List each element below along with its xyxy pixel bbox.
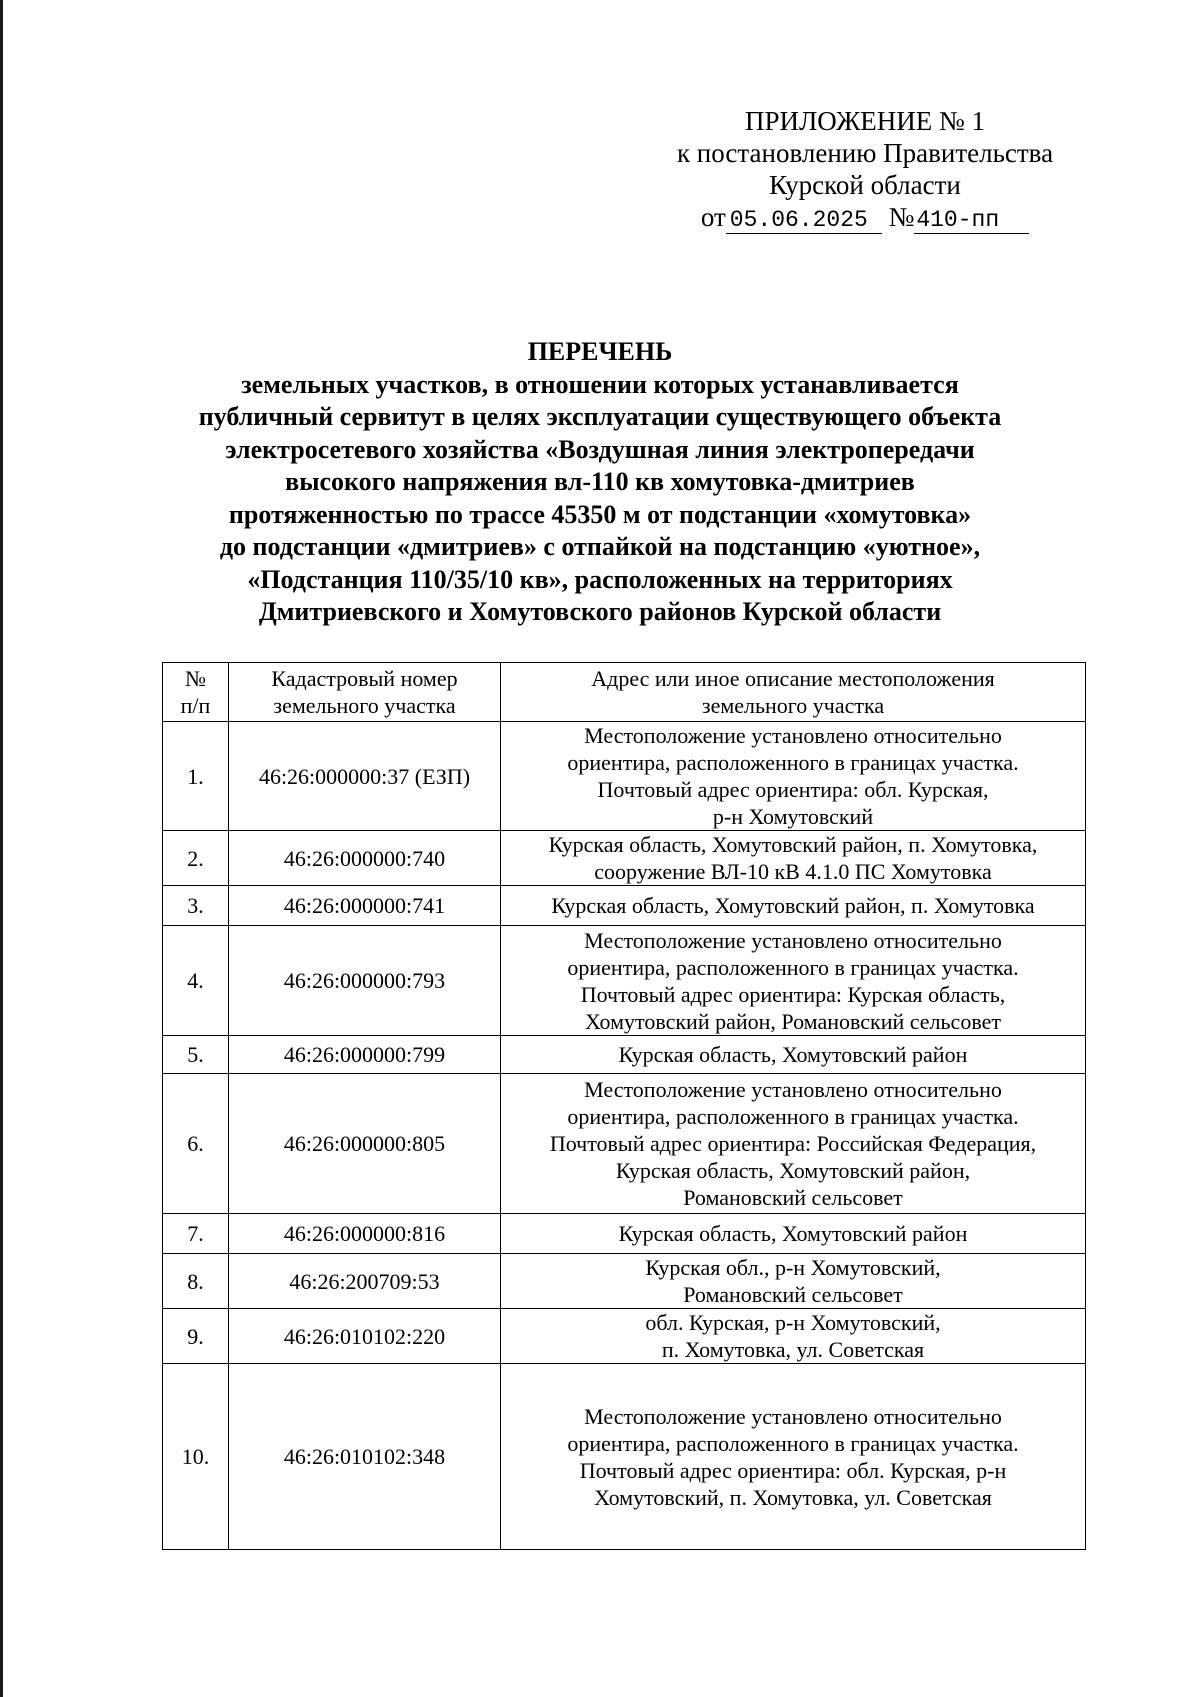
plot-address xyxy=(501,1036,1086,1074)
address-line: ориентира, расположенного в границах участка. xyxy=(567,1104,1019,1129)
address-line: Почтовый адрес ориентира: обл. Курская, р-н xyxy=(579,1457,1007,1483)
address-line: п. Хомутовка, ул. Советская xyxy=(661,1337,925,1362)
address-line: Курская область, Хомутовский район xyxy=(618,1042,968,1067)
appendix-region-line: Курской области xyxy=(769,170,961,200)
appendix-resolution-line: к постановлению Правительства xyxy=(676,138,1054,168)
plot-address xyxy=(501,1214,1086,1254)
plot-address xyxy=(501,1309,1086,1364)
row-number: 1. xyxy=(163,722,229,831)
number-label: № xyxy=(888,202,915,232)
header-line: № xyxy=(185,666,206,691)
address-line: Почтовый адрес ориентира: Курская область, xyxy=(580,981,1006,1007)
cadastral-number: 46:26:000000:793 xyxy=(229,926,501,1036)
address-line: Местоположение установлено относительно xyxy=(584,723,1002,748)
address-line: Романовский сельсовет xyxy=(683,1185,903,1210)
subtitle-line: земельных участков, в отношении которых устанавливается xyxy=(241,369,959,399)
cadastral-number: 46:26:000000:816 xyxy=(229,1214,501,1254)
address-line: сооружение ВЛ-10 кВ 4.1.0 ПС Хомутовка xyxy=(594,859,992,884)
subtitle-line: до подстанции «дмитриев» с отпайкой на подстанцию «уютное», xyxy=(219,532,981,561)
header-cadastral xyxy=(229,663,501,722)
address-line: Местоположение установлено относительно xyxy=(584,1077,1002,1102)
cadastral-number: 46:26:010102:220 xyxy=(229,1309,501,1364)
table-header-row xyxy=(163,663,1086,722)
subtitle-line: высокого напряжения вл-110 кв хомутовка-дмитриев xyxy=(285,467,915,496)
address-line: Местоположение установлено относительно xyxy=(584,927,1002,953)
header-line: п/п xyxy=(180,693,211,718)
row-number: 8. xyxy=(163,1254,229,1309)
subtitle-line: «Подстанция 110/35/10 кв», расположенных на территориях xyxy=(247,564,953,594)
plot-address xyxy=(501,1074,1086,1214)
header-address xyxy=(501,663,1086,722)
appendix-title: ПРИЛОЖЕНИЕ № 1 xyxy=(744,106,986,136)
subtitle-line: Дмитриевского и Хомутовского районов Курской области xyxy=(258,597,942,626)
table-row xyxy=(163,1036,1086,1074)
from-label: от xyxy=(700,202,726,232)
cadastral-number: 46:26:200709:53 xyxy=(229,1254,501,1309)
row-number: 7. xyxy=(163,1214,229,1254)
plot-address xyxy=(501,1254,1086,1309)
address-line: Курская область, Хомутовский район, п. Хомутовка xyxy=(551,893,1035,918)
table-body xyxy=(163,722,1086,1550)
resolution-date: 05.06.2025 xyxy=(726,207,882,234)
address-line: ориентира, расположенного в границах участка. xyxy=(567,750,1019,775)
appendix-reference-line xyxy=(701,201,1029,234)
header-line: Адрес или иное описание местоположения xyxy=(591,666,995,691)
table-row xyxy=(163,926,1086,1036)
row-number: 9. xyxy=(163,1309,229,1364)
appendix-header xyxy=(645,105,1085,234)
plot-address xyxy=(501,1364,1086,1550)
address-line: р-н Хомутовский xyxy=(712,804,874,829)
row-number: 10. xyxy=(163,1364,229,1550)
table-row xyxy=(163,722,1086,831)
table-row xyxy=(163,886,1086,926)
plot-address xyxy=(501,926,1086,1036)
address-line: обл. Курская, р-н Хомутовский, xyxy=(645,1310,941,1335)
header-line: Кадастровый номер xyxy=(271,666,458,691)
table-row xyxy=(163,1254,1086,1309)
document-subtitle xyxy=(150,369,1050,629)
row-number: 5. xyxy=(163,1036,229,1074)
scan-page-edge xyxy=(0,0,3,1697)
cadastral-number: 46:26:000000:740 xyxy=(229,831,501,886)
subtitle-line: электросетевого хозяйства «Воздушная линия электропередачи xyxy=(225,434,975,464)
table-row xyxy=(163,1214,1086,1254)
address-line: ориентира, расположенного в границах участка. xyxy=(567,954,1019,980)
header-line: земельного участка xyxy=(701,693,885,718)
cadastral-number: 46:26:000000:741 xyxy=(229,886,501,926)
subtitle-line: протяженностью по трассе 45350 м от подстанции «хомутовка» xyxy=(228,499,972,529)
header-number xyxy=(163,663,229,722)
document-heading: ПЕРЕЧЕНЬ xyxy=(527,337,673,366)
header-line: земельного участка xyxy=(273,693,456,718)
subtitle-line: публичный сервитут в целях эксплуатации существующего объекта xyxy=(198,402,1002,431)
address-line: Почтовый адрес ориентира: обл. Курская, xyxy=(597,777,989,802)
address-line: Курская обл., р-н Хомутовский, xyxy=(645,1255,941,1280)
address-line: Романовский сельсовет xyxy=(683,1282,903,1307)
table-row xyxy=(163,1309,1086,1364)
address-line: Курская область, Хомутовский район, п. Хомутовка, xyxy=(548,832,1038,857)
cadastral-number: 46:26:000000:805 xyxy=(229,1074,501,1214)
address-line: ориентира, расположенного в границах участка. xyxy=(567,1430,1019,1456)
resolution-number: 410-пп xyxy=(914,207,1029,234)
address-line: Курская область, Хомутовский район, xyxy=(615,1158,971,1183)
address-line: Курская область, Хомутовский район xyxy=(618,1221,968,1246)
address-line: Хомутовский, п. Хомутовка, ул. Советская xyxy=(594,1484,992,1510)
row-number: 6. xyxy=(163,1074,229,1214)
row-number: 3. xyxy=(163,886,229,926)
address-line: Хомутовский район, Романовский сельсовет xyxy=(585,1008,1001,1034)
row-number: 2. xyxy=(163,831,229,886)
cadastral-number: 46:26:000000:37 (ЕЗП) xyxy=(229,722,501,831)
land-plots-table xyxy=(162,662,1086,1550)
table-row xyxy=(163,1074,1086,1214)
address-line: Местоположение установлено относительно xyxy=(584,1403,1002,1429)
row-number: 4. xyxy=(163,926,229,1036)
table-row xyxy=(163,1364,1086,1550)
address-line: Почтовый адрес ориентира: Российская Федерация, xyxy=(549,1131,1037,1156)
cadastral-number: 46:26:000000:799 xyxy=(229,1036,501,1074)
plot-address xyxy=(501,886,1086,926)
plot-address xyxy=(501,722,1086,831)
table-row xyxy=(163,831,1086,886)
document-title-block xyxy=(150,336,1050,629)
cadastral-number: 46:26:010102:348 xyxy=(229,1364,501,1550)
plot-address xyxy=(501,831,1086,886)
